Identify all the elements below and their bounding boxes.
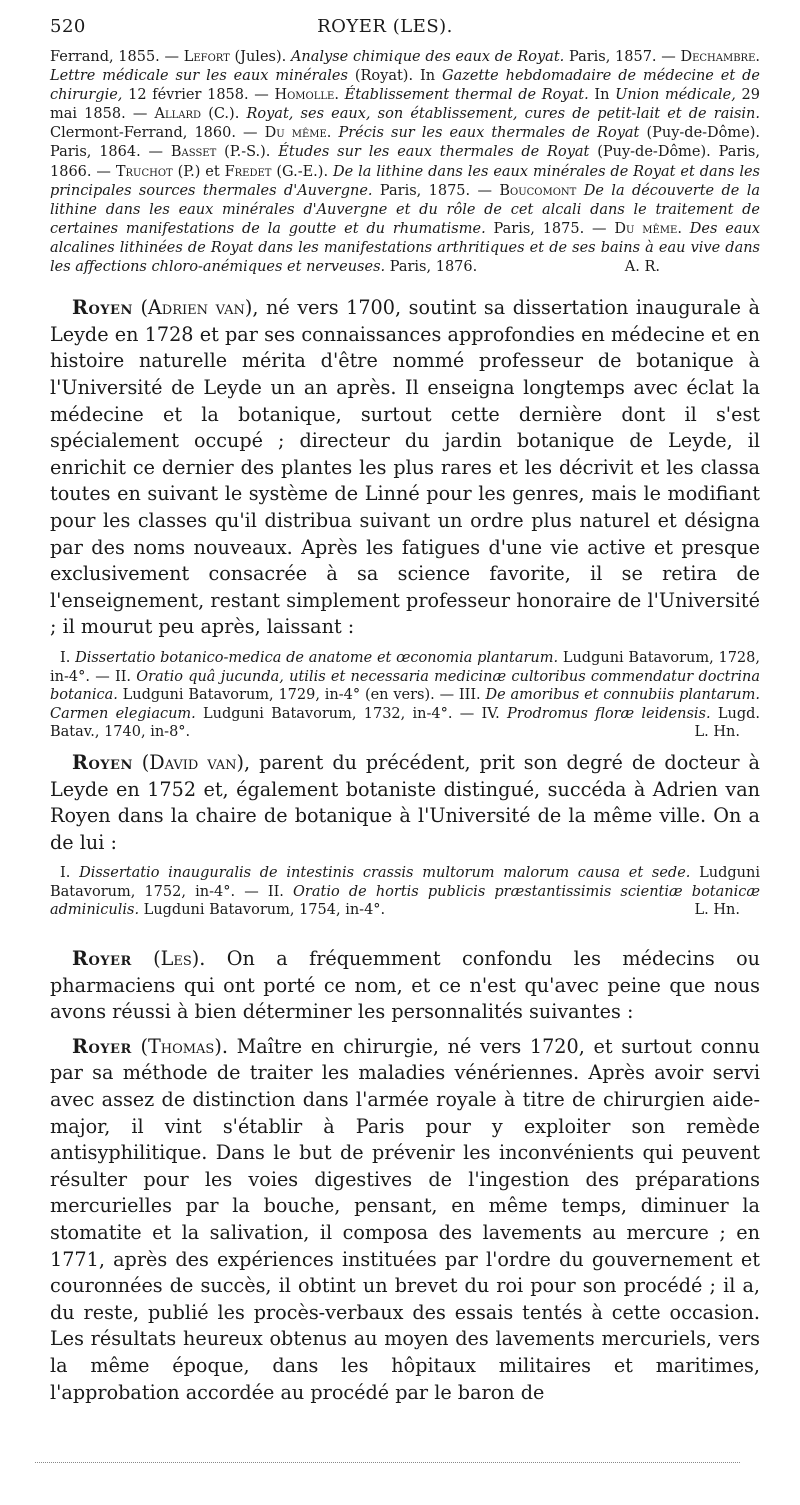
ref-author: Fredet [224,163,272,180]
ref-text: . [326,125,339,142]
page-number: 520 [50,16,86,37]
entry-given-name: (David van) [141,750,245,774]
ref-author: Homolle [274,87,335,104]
author-signature: L. Hn. [694,724,740,741]
entry-royer-thomas [50,1034,760,1406]
ref-title: Lettre médicale sur les eaux minérales [50,68,348,85]
footer-rule [35,1462,740,1463]
ref-text: Ferrand, 1855. — [50,49,184,65]
ref-title: De la découverte de la lithine dans les eaux minérales d'Auvergne et du rôle de cet alcali dans le traitement de certaines manifestations de la goutte et du rhumatisme. [50,182,760,237]
work-title: Dissertatio inauguralis de intestinis crassis multorum malorum causa et sede. [79,865,691,882]
page-header [50,0,760,48]
ref-text: (P.) et [172,163,225,180]
entry-headword: Royer [72,947,132,971]
ref-text: (Puy-de-Dôme). Paris, 1864. — [50,125,760,161]
entry-royer-les [50,946,760,1026]
ref-title: Union médicale, [615,87,736,104]
author-signature: L. Hn. [694,902,740,919]
work-title: Prodromus floræ leidensis. [507,705,711,722]
entry-royen-adrien [50,295,760,742]
ref-title: Établissement thermal de Royat. [344,87,589,104]
entry-text: , parent du précédent, prit son degré de docteur à Leyde en 1752 et, également botaniste distingué, succéda à Adrien van Royen dans la chaire de botanique à l'Université de la même ville. On a de lui : [50,750,760,854]
author-initials: A. R. [624,259,660,276]
ref-text: . [755,49,760,65]
ref-text: (P.-S.). [216,144,279,161]
work-text: Ludguni Batavorum, 1732, in-4°. — IV. [195,705,508,722]
ref-title: Gazette hebdomadaire de médecine et de chirurgie, [50,68,761,104]
work-text: Ludguni Batavorum, 1752, in-4°. — II. [50,865,760,900]
ref-author: Truchot [115,163,173,180]
work-text: I. [60,649,76,666]
ref-text: (G.-E.). [271,163,333,180]
entry-body [50,946,760,1026]
ref-text: 12 février 1858. — [122,87,275,104]
ref-text: . [334,87,345,104]
ref-title: De la lithine dans les eaux minérales de Royat et dans les principales sources thermales d'Auvergne. [50,163,760,199]
entry-given-name: (Thomas). [140,1034,228,1058]
work-title: Dissertatio botanico-medica de anatome et œconomia plantarum. [75,649,559,666]
ref-text: Paris, 1875. — [485,220,615,237]
ref-title: Analyse chimique des eaux de Royat. [290,49,565,65]
entry-royen-david [50,750,760,920]
entry-headword: Royen [72,750,133,774]
ref-text: . [677,220,690,237]
work-title: Oratio de hortis publicis præstantissimis scientiæ botanicæ adminiculis. [50,883,760,919]
ref-text: Paris, 1875. — [372,182,500,199]
ref-text: Clermont-Ferrand, 1860. — [50,125,265,142]
work-title: De amoribus et connubiis plantarum. Carmen elegiacum. [50,687,760,722]
work-text: Ludguni Batavorum, 1728, in-4°. — II. [50,649,760,685]
work-text: Lugd. Batav., 1740, in-8°. [50,705,760,741]
ref-author: Du même [614,220,678,237]
ref-author: Lefort [183,49,230,65]
works-list [50,649,760,742]
ref-text [576,183,583,199]
work-text: Ludguni Batavorum, 1729, in-4° (en vers). — III. [117,687,486,704]
entry-body [50,295,760,641]
ref-text: (Puy-de-Dôme). Paris, 1866. — [50,144,760,180]
entry-given-name: (Adrien van) [140,296,253,320]
ref-text: 29 mai 1858. — [50,87,760,123]
ref-author: Dechambre [680,49,756,65]
ref-title: Des eaux alcalines lithinées de Royat dans les manifestations arthritiques et de ses bains à eau vive dans les affections chloro-anémiques et nerveuses. [50,220,760,276]
ref-author: Basset [170,144,217,161]
entry-text: , né vers 1700, soutint sa dissertation inaugurale à Leyde en 1728 et par ses connaissances approfondies en médecine et en histoire naturelle mérita d'être nommé professeur de botanique à l'Université de Leyde un an après. Il enseigna longtemps avec éclat la médecine et la botanique, surtout cette dernière dont il s'est spécialement occupé ; directeur du jardin botanique de Leyde, il enrichit ce dernier des plantes les plus rares et les décrivit et les classa toutes en suivant le système de Linné pour les genres, mais le modifiant pour les classes qu'il distribua suivant un ordre plus naturel et désigna par des noms nouveaux. Après les fatigues d'une vie active et presque exclusivement consacrée à sa science favorite, il se retira de l'enseignement, restant simplement professeur honoraire de l'Université ; il mourut peu après, laissant : [50,296,760,639]
works-list [50,864,760,920]
ref-text: Paris, 1857. — [564,49,681,65]
entry-text: On a fréquemment confondu les médecins ou pharmaciens qui ont porté ce nom, et ce n'est qu'avec peine que nous avons réussi à bien déterminer les personnalités suivantes : [50,947,760,1024]
ref-author: Du même [264,125,327,142]
entry-given-name: (Les). [153,947,206,971]
work-text: I. [60,865,80,882]
running-title: ROYER (LES). [317,16,453,37]
entry-headword: Royer [72,1034,132,1058]
work-title: Oratio quâ jucunda, utilis et necessaria medicinæ cultoribus commendatur doctrina botanica. [50,668,760,704]
ref-text: (Jules). [229,49,291,65]
entry-headword: Royen [72,296,133,320]
ref-text: Paris, 1876. [385,259,478,276]
ref-author: Allard [154,106,202,123]
ref-title: Royat, ses eaux, son établissement, cures de petit-lait et de raisin. [246,106,761,123]
work-text: Lugduni Batavorum, 1754, in-4°. [139,902,386,919]
entry-text: Maître en chirurgie, né vers 1720, et surtout connu par sa méthode de traiter les maladies vénériennes. Après avoir servi avec assez de distinction dans l'armée royale à titre de chirurgien aide-major, il vint s'établir à Paris pour y exploiter son remède antisyphilitique. Dans le but de prévenir les inconvénients qui peuvent résulter pour les voies digestives de l'ingestion des préparations mercurielles par la bouche, pensant, en même temps, diminuer la stomatite et la salivation, il composa des lavements au mercure ; en 1771, après des expériences instituées par l'ordre du gouvernement et couronnées de succès, il obtint un brevet du roi pour son procédé ; il a, du reste, publié les procès-verbaux des essais tentés à cette occasion. Les résultats heureux obtenus au moyen des lavements mercuriels, vers la même époque, dans les hôpitaux militaires et maritimes, l'approbation accordée au procédé par le baron de [50,1034,760,1404]
ref-title: Précis sur les eaux thermales de Royat [338,125,640,142]
ref-text: (C.). [201,106,247,123]
ref-text: In [588,87,616,104]
entry-body [50,750,760,856]
ref-author: Boucomont [499,182,577,199]
ref-text: (Royat). In [347,68,442,85]
references-block [50,48,760,277]
entry-body [50,1034,760,1406]
ref-title: Études sur les eaux thermales de Royat [278,144,590,161]
